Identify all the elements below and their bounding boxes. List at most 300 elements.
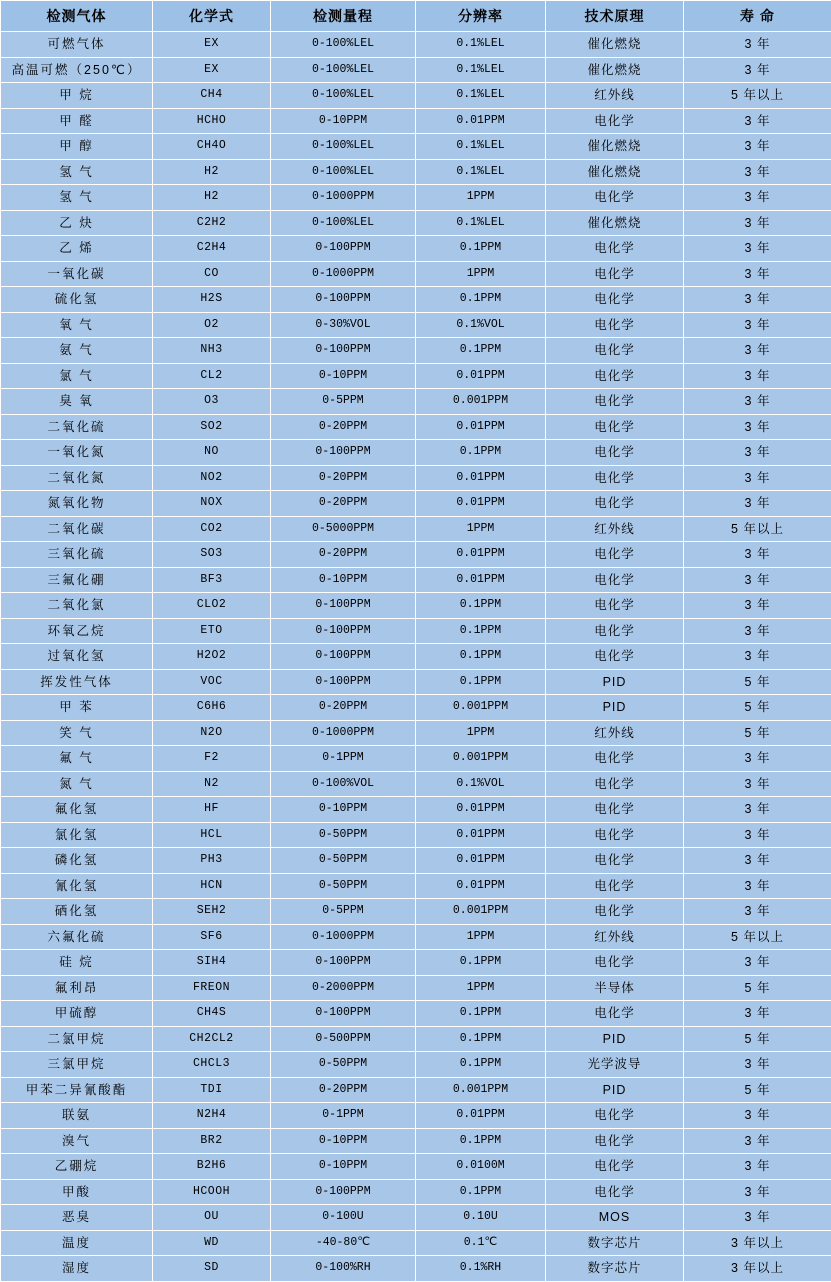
cell-chemical-formula: HCL <box>153 822 271 848</box>
cell-gas-name: 甲 醛 <box>1 108 153 134</box>
cell-chemical-formula: H2S <box>153 287 271 313</box>
cell-gas-name: 过氧化氢 <box>1 644 153 670</box>
cell-technical-principle: 电化学 <box>546 363 684 389</box>
table-row <box>1 1256 831 1282</box>
cell-resolution: 0.1PPM <box>416 236 546 262</box>
table-row <box>1 644 831 670</box>
table-row <box>1 516 831 542</box>
cell-technical-principle: 催化燃烧 <box>546 210 684 236</box>
table-row <box>1 83 831 109</box>
cell-chemical-formula: FREON <box>153 975 271 1001</box>
cell-technical-principle: 电化学 <box>546 414 684 440</box>
cell-chemical-formula: BF3 <box>153 567 271 593</box>
cell-gas-name: 甲苯二异氰酸酯 <box>1 1077 153 1103</box>
cell-technical-principle: 电化学 <box>546 1154 684 1180</box>
cell-resolution: 1PPM <box>416 975 546 1001</box>
cell-technical-principle: 电化学 <box>546 312 684 338</box>
cell-technical-principle: 催化燃烧 <box>546 57 684 83</box>
cell-chemical-formula: BR2 <box>153 1128 271 1154</box>
cell-technical-principle: 电化学 <box>546 797 684 823</box>
table-row <box>1 720 831 746</box>
cell-resolution: 1PPM <box>416 261 546 287</box>
cell-gas-name: 二氯甲烷 <box>1 1026 153 1052</box>
cell-resolution: 0.1PPM <box>416 1052 546 1078</box>
cell-lifespan: 3 年 <box>684 414 831 440</box>
cell-chemical-formula: CH4O <box>153 134 271 160</box>
cell-resolution: 0.1%VOL <box>416 771 546 797</box>
cell-gas-name: 二氧化氮 <box>1 465 153 491</box>
table-row <box>1 899 831 925</box>
table-row <box>1 1230 831 1256</box>
cell-chemical-formula: H2 <box>153 159 271 185</box>
column-header-chemical-formula: 化学式 <box>153 1 271 32</box>
cell-lifespan: 3 年 <box>684 134 831 160</box>
cell-lifespan: 3 年 <box>684 236 831 262</box>
table-header-row <box>1 1 831 32</box>
cell-chemical-formula: HCOOH <box>153 1179 271 1205</box>
cell-measuring-range: 0-20PPM <box>271 465 416 491</box>
cell-resolution: 0.001PPM <box>416 899 546 925</box>
cell-technical-principle: 电化学 <box>546 1179 684 1205</box>
column-header-technical-principle: 技术原理 <box>546 1 684 32</box>
cell-technical-principle: 电化学 <box>546 1001 684 1027</box>
cell-measuring-range: 0-100PPM <box>271 440 416 466</box>
table-row <box>1 695 831 721</box>
cell-technical-principle: 电化学 <box>546 644 684 670</box>
cell-gas-name: 笑 气 <box>1 720 153 746</box>
cell-lifespan: 3 年以上 <box>684 1230 831 1256</box>
cell-resolution: 0.1PPM <box>416 669 546 695</box>
cell-lifespan: 5 年 <box>684 720 831 746</box>
cell-resolution: 1PPM <box>416 185 546 211</box>
cell-chemical-formula: NO <box>153 440 271 466</box>
cell-gas-name: 氯 气 <box>1 363 153 389</box>
cell-lifespan: 3 年 <box>684 822 831 848</box>
cell-gas-name: 三氟化硼 <box>1 567 153 593</box>
cell-chemical-formula: NH3 <box>153 338 271 364</box>
cell-chemical-formula: HF <box>153 797 271 823</box>
cell-gas-name: 硫化氢 <box>1 287 153 313</box>
cell-lifespan: 3 年 <box>684 210 831 236</box>
cell-chemical-formula: EX <box>153 32 271 58</box>
cell-resolution: 0.1PPM <box>416 338 546 364</box>
cell-lifespan: 5 年 <box>684 1026 831 1052</box>
cell-measuring-range: 0-100%LEL <box>271 210 416 236</box>
cell-measuring-range: 0-5PPM <box>271 899 416 925</box>
table-row <box>1 134 831 160</box>
cell-resolution: 0.01PPM <box>416 414 546 440</box>
cell-technical-principle: 催化燃烧 <box>546 159 684 185</box>
table-row <box>1 57 831 83</box>
cell-technical-principle: MOS <box>546 1205 684 1231</box>
table-row <box>1 593 831 619</box>
cell-lifespan: 3 年 <box>684 873 831 899</box>
cell-measuring-range: 0-20PPM <box>271 695 416 721</box>
table-row <box>1 873 831 899</box>
cell-chemical-formula: C2H4 <box>153 236 271 262</box>
table-row <box>1 848 831 874</box>
cell-resolution: 0.10U <box>416 1205 546 1231</box>
cell-resolution: 0.001PPM <box>416 746 546 772</box>
cell-technical-principle: 电化学 <box>546 899 684 925</box>
cell-resolution: 0.01PPM <box>416 797 546 823</box>
cell-technical-principle: 电化学 <box>546 771 684 797</box>
cell-measuring-range: 0-2000PPM <box>271 975 416 1001</box>
cell-resolution: 0.1PPM <box>416 440 546 466</box>
cell-lifespan: 5 年以上 <box>684 83 831 109</box>
cell-resolution: 0.1%LEL <box>416 210 546 236</box>
cell-lifespan: 3 年 <box>684 389 831 415</box>
cell-technical-principle: PID <box>546 1077 684 1103</box>
table-row <box>1 1154 831 1180</box>
table-row <box>1 746 831 772</box>
cell-gas-name: 氰化氢 <box>1 873 153 899</box>
cell-gas-name: 磷化氢 <box>1 848 153 874</box>
cell-chemical-formula: NOX <box>153 491 271 517</box>
cell-gas-name: 一氧化碳 <box>1 261 153 287</box>
table-row <box>1 159 831 185</box>
column-header-measuring-range: 检测量程 <box>271 1 416 32</box>
cell-measuring-range: 0-10PPM <box>271 108 416 134</box>
cell-resolution: 0.1PPM <box>416 950 546 976</box>
cell-technical-principle: 电化学 <box>546 440 684 466</box>
cell-lifespan: 3 年 <box>684 950 831 976</box>
cell-measuring-range: 0-1000PPM <box>271 261 416 287</box>
cell-lifespan: 3 年 <box>684 287 831 313</box>
cell-lifespan: 3 年 <box>684 185 831 211</box>
cell-lifespan: 5 年以上 <box>684 924 831 950</box>
cell-technical-principle: 红外线 <box>546 924 684 950</box>
cell-measuring-range: 0-1PPM <box>271 746 416 772</box>
cell-technical-principle: 电化学 <box>546 1128 684 1154</box>
cell-gas-name: 硅 烷 <box>1 950 153 976</box>
column-header-lifespan: 寿 命 <box>684 1 831 32</box>
cell-resolution: 0.01PPM <box>416 822 546 848</box>
cell-measuring-range: 0-100%LEL <box>271 32 416 58</box>
table-row <box>1 1103 831 1129</box>
cell-technical-principle: 电化学 <box>546 1103 684 1129</box>
cell-technical-principle: 红外线 <box>546 516 684 542</box>
cell-gas-name: 挥发性气体 <box>1 669 153 695</box>
cell-measuring-range: 0-100PPM <box>271 236 416 262</box>
cell-measuring-range: 0-20PPM <box>271 491 416 517</box>
cell-measuring-range: 0-20PPM <box>271 542 416 568</box>
cell-gas-name: 二氧化硫 <box>1 414 153 440</box>
cell-technical-principle: 电化学 <box>546 287 684 313</box>
cell-chemical-formula: N2H4 <box>153 1103 271 1129</box>
cell-measuring-range: 0-100PPM <box>271 1179 416 1205</box>
cell-gas-name: 硒化氢 <box>1 899 153 925</box>
cell-chemical-formula: H2O2 <box>153 644 271 670</box>
cell-lifespan: 3 年 <box>684 108 831 134</box>
cell-resolution: 0.1%LEL <box>416 32 546 58</box>
cell-chemical-formula: H2 <box>153 185 271 211</box>
table-row <box>1 185 831 211</box>
cell-lifespan: 3 年 <box>684 1001 831 1027</box>
cell-gas-name: 溴气 <box>1 1128 153 1154</box>
cell-resolution: 0.01PPM <box>416 363 546 389</box>
cell-lifespan: 3 年 <box>684 899 831 925</box>
cell-gas-name: 环氧乙烷 <box>1 618 153 644</box>
cell-chemical-formula: O2 <box>153 312 271 338</box>
cell-gas-name: 六氟化硫 <box>1 924 153 950</box>
cell-gas-name: 乙硼烷 <box>1 1154 153 1180</box>
cell-lifespan: 5 年 <box>684 1077 831 1103</box>
cell-chemical-formula: EX <box>153 57 271 83</box>
cell-resolution: 0.0100M <box>416 1154 546 1180</box>
cell-resolution: 0.01PPM <box>416 1103 546 1129</box>
cell-gas-name: 氧 气 <box>1 312 153 338</box>
cell-measuring-range: 0-100%LEL <box>271 134 416 160</box>
cell-measuring-range: 0-100U <box>271 1205 416 1231</box>
cell-measuring-range: 0-100%VOL <box>271 771 416 797</box>
cell-chemical-formula: SF6 <box>153 924 271 950</box>
cell-measuring-range: 0-100PPM <box>271 950 416 976</box>
cell-gas-name: 甲 烷 <box>1 83 153 109</box>
cell-measuring-range: -40-80℃ <box>271 1230 416 1256</box>
cell-technical-principle: 数字芯片 <box>546 1230 684 1256</box>
cell-chemical-formula: C2H2 <box>153 210 271 236</box>
cell-technical-principle: 电化学 <box>546 618 684 644</box>
table-row <box>1 440 831 466</box>
cell-measuring-range: 0-50PPM <box>271 1052 416 1078</box>
cell-technical-principle: 电化学 <box>546 261 684 287</box>
cell-gas-name: 甲酸 <box>1 1179 153 1205</box>
cell-chemical-formula: CH4 <box>153 83 271 109</box>
cell-chemical-formula: PH3 <box>153 848 271 874</box>
cell-resolution: 0.01PPM <box>416 567 546 593</box>
cell-measuring-range: 0-100%LEL <box>271 57 416 83</box>
cell-resolution: 0.01PPM <box>416 108 546 134</box>
cell-lifespan: 3 年 <box>684 57 831 83</box>
cell-lifespan: 3 年 <box>684 159 831 185</box>
cell-chemical-formula: SIH4 <box>153 950 271 976</box>
table-row <box>1 822 831 848</box>
cell-lifespan: 3 年 <box>684 465 831 491</box>
cell-lifespan: 3 年 <box>684 771 831 797</box>
cell-lifespan: 5 年以上 <box>684 516 831 542</box>
cell-resolution: 0.1PPM <box>416 1001 546 1027</box>
cell-measuring-range: 0-500PPM <box>271 1026 416 1052</box>
cell-measuring-range: 0-5000PPM <box>271 516 416 542</box>
cell-technical-principle: 催化燃烧 <box>546 134 684 160</box>
cell-resolution: 0.01PPM <box>416 848 546 874</box>
cell-chemical-formula: OU <box>153 1205 271 1231</box>
cell-lifespan: 3 年 <box>684 1128 831 1154</box>
cell-lifespan: 3 年 <box>684 567 831 593</box>
cell-resolution: 0.1%RH <box>416 1256 546 1282</box>
table-row <box>1 924 831 950</box>
cell-chemical-formula: SO3 <box>153 542 271 568</box>
cell-measuring-range: 0-10PPM <box>271 567 416 593</box>
cell-lifespan: 5 年 <box>684 669 831 695</box>
cell-measuring-range: 0-100PPM <box>271 669 416 695</box>
cell-measuring-range: 0-10PPM <box>271 363 416 389</box>
cell-technical-principle: 电化学 <box>546 108 684 134</box>
cell-resolution: 0.1PPM <box>416 1128 546 1154</box>
cell-measuring-range: 0-50PPM <box>271 873 416 899</box>
cell-measuring-range: 0-50PPM <box>271 848 416 874</box>
cell-resolution: 1PPM <box>416 516 546 542</box>
table-row <box>1 1179 831 1205</box>
cell-chemical-formula: ETO <box>153 618 271 644</box>
cell-technical-principle: 电化学 <box>546 873 684 899</box>
cell-gas-name: 三氧化硫 <box>1 542 153 568</box>
cell-resolution: 0.1%LEL <box>416 83 546 109</box>
cell-gas-name: 三氯甲烷 <box>1 1052 153 1078</box>
cell-lifespan: 3 年 <box>684 848 831 874</box>
cell-chemical-formula: O3 <box>153 389 271 415</box>
cell-chemical-formula: CO <box>153 261 271 287</box>
cell-technical-principle: 电化学 <box>546 338 684 364</box>
table-row <box>1 312 831 338</box>
cell-resolution: 0.1%LEL <box>416 134 546 160</box>
cell-lifespan: 3 年 <box>684 644 831 670</box>
table-row <box>1 1205 831 1231</box>
cell-gas-name: 氟利昂 <box>1 975 153 1001</box>
cell-technical-principle: 电化学 <box>546 950 684 976</box>
cell-gas-name: 氢 气 <box>1 159 153 185</box>
cell-resolution: 0.01PPM <box>416 491 546 517</box>
table-body <box>1 32 831 1282</box>
table-row <box>1 1128 831 1154</box>
cell-resolution: 0.1PPM <box>416 1179 546 1205</box>
cell-measuring-range: 0-1000PPM <box>271 185 416 211</box>
cell-measuring-range: 0-10PPM <box>271 797 416 823</box>
table-row <box>1 491 831 517</box>
cell-measuring-range: 0-50PPM <box>271 822 416 848</box>
cell-technical-principle: PID <box>546 669 684 695</box>
cell-gas-name: 温度 <box>1 1230 153 1256</box>
cell-resolution: 0.1PPM <box>416 593 546 619</box>
cell-gas-name: 湿度 <box>1 1256 153 1282</box>
cell-chemical-formula: CL2 <box>153 363 271 389</box>
cell-gas-name: 联氨 <box>1 1103 153 1129</box>
table-row <box>1 236 831 262</box>
cell-chemical-formula: SD <box>153 1256 271 1282</box>
cell-lifespan: 3 年 <box>684 1154 831 1180</box>
cell-gas-name: 氨 气 <box>1 338 153 364</box>
table-row <box>1 210 831 236</box>
cell-gas-name: 乙 炔 <box>1 210 153 236</box>
table-row <box>1 108 831 134</box>
cell-measuring-range: 0-20PPM <box>271 1077 416 1103</box>
table-row <box>1 669 831 695</box>
cell-lifespan: 3 年 <box>684 1103 831 1129</box>
cell-technical-principle: 催化燃烧 <box>546 32 684 58</box>
column-header-gas-name: 检测气体 <box>1 1 153 32</box>
cell-chemical-formula: NO2 <box>153 465 271 491</box>
cell-measuring-range: 0-100PPM <box>271 618 416 644</box>
cell-lifespan: 3 年 <box>684 542 831 568</box>
cell-chemical-formula: CH2CL2 <box>153 1026 271 1052</box>
cell-lifespan: 3 年 <box>684 1179 831 1205</box>
cell-technical-principle: 电化学 <box>546 465 684 491</box>
cell-measuring-range: 0-100PPM <box>271 1001 416 1027</box>
table-row <box>1 1077 831 1103</box>
cell-measuring-range: 0-100%RH <box>271 1256 416 1282</box>
cell-measuring-range: 0-5PPM <box>271 389 416 415</box>
cell-lifespan: 3 年 <box>684 618 831 644</box>
cell-measuring-range: 0-100%LEL <box>271 83 416 109</box>
cell-resolution: 0.1%VOL <box>416 312 546 338</box>
cell-technical-principle: 红外线 <box>546 83 684 109</box>
cell-gas-name: 一氧化氮 <box>1 440 153 466</box>
table-row <box>1 465 831 491</box>
cell-lifespan: 3 年 <box>684 440 831 466</box>
cell-measuring-range: 0-20PPM <box>271 414 416 440</box>
cell-measuring-range: 0-1PPM <box>271 1103 416 1129</box>
cell-chemical-formula: C6H6 <box>153 695 271 721</box>
cell-chemical-formula: TDI <box>153 1077 271 1103</box>
cell-chemical-formula: WD <box>153 1230 271 1256</box>
cell-technical-principle: 电化学 <box>546 848 684 874</box>
cell-gas-name: 氮氧化物 <box>1 491 153 517</box>
cell-gas-name: 氟 气 <box>1 746 153 772</box>
cell-resolution: 0.001PPM <box>416 1077 546 1103</box>
cell-technical-principle: PID <box>546 695 684 721</box>
table-row <box>1 950 831 976</box>
cell-technical-principle: 电化学 <box>546 822 684 848</box>
cell-chemical-formula: HCN <box>153 873 271 899</box>
table-row <box>1 261 831 287</box>
cell-chemical-formula: SO2 <box>153 414 271 440</box>
cell-gas-name: 甲 苯 <box>1 695 153 721</box>
cell-chemical-formula: VOC <box>153 669 271 695</box>
table-row <box>1 797 831 823</box>
cell-resolution: 0.01PPM <box>416 873 546 899</box>
cell-technical-principle: 电化学 <box>546 746 684 772</box>
cell-chemical-formula: CO2 <box>153 516 271 542</box>
cell-technical-principle: 红外线 <box>546 720 684 746</box>
cell-technical-principle: 半导体 <box>546 975 684 1001</box>
cell-lifespan: 3 年以上 <box>684 1256 831 1282</box>
cell-gas-name: 氮 气 <box>1 771 153 797</box>
cell-lifespan: 3 年 <box>684 746 831 772</box>
table-row <box>1 542 831 568</box>
cell-lifespan: 3 年 <box>684 338 831 364</box>
cell-lifespan: 3 年 <box>684 261 831 287</box>
table-row <box>1 389 831 415</box>
cell-resolution: 0.1℃ <box>416 1230 546 1256</box>
cell-resolution: 0.1%LEL <box>416 57 546 83</box>
cell-chemical-formula: N2O <box>153 720 271 746</box>
cell-measuring-range: 0-100PPM <box>271 644 416 670</box>
table-row <box>1 567 831 593</box>
cell-gas-name: 氢 气 <box>1 185 153 211</box>
table-row <box>1 1052 831 1078</box>
cell-technical-principle: 电化学 <box>546 185 684 211</box>
cell-resolution: 1PPM <box>416 924 546 950</box>
cell-chemical-formula: N2 <box>153 771 271 797</box>
cell-technical-principle: 数字芯片 <box>546 1256 684 1282</box>
cell-resolution: 1PPM <box>416 720 546 746</box>
table-row <box>1 975 831 1001</box>
cell-measuring-range: 0-10PPM <box>271 1154 416 1180</box>
cell-lifespan: 5 年 <box>684 975 831 1001</box>
cell-chemical-formula: HCHO <box>153 108 271 134</box>
cell-gas-name: 恶臭 <box>1 1205 153 1231</box>
cell-resolution: 0.1PPM <box>416 618 546 644</box>
cell-measuring-range: 0-100%LEL <box>271 159 416 185</box>
cell-technical-principle: 电化学 <box>546 542 684 568</box>
cell-resolution: 0.1%LEL <box>416 159 546 185</box>
table-row <box>1 771 831 797</box>
cell-lifespan: 3 年 <box>684 491 831 517</box>
cell-gas-name: 氯化氢 <box>1 822 153 848</box>
cell-chemical-formula: SEH2 <box>153 899 271 925</box>
cell-lifespan: 3 年 <box>684 312 831 338</box>
